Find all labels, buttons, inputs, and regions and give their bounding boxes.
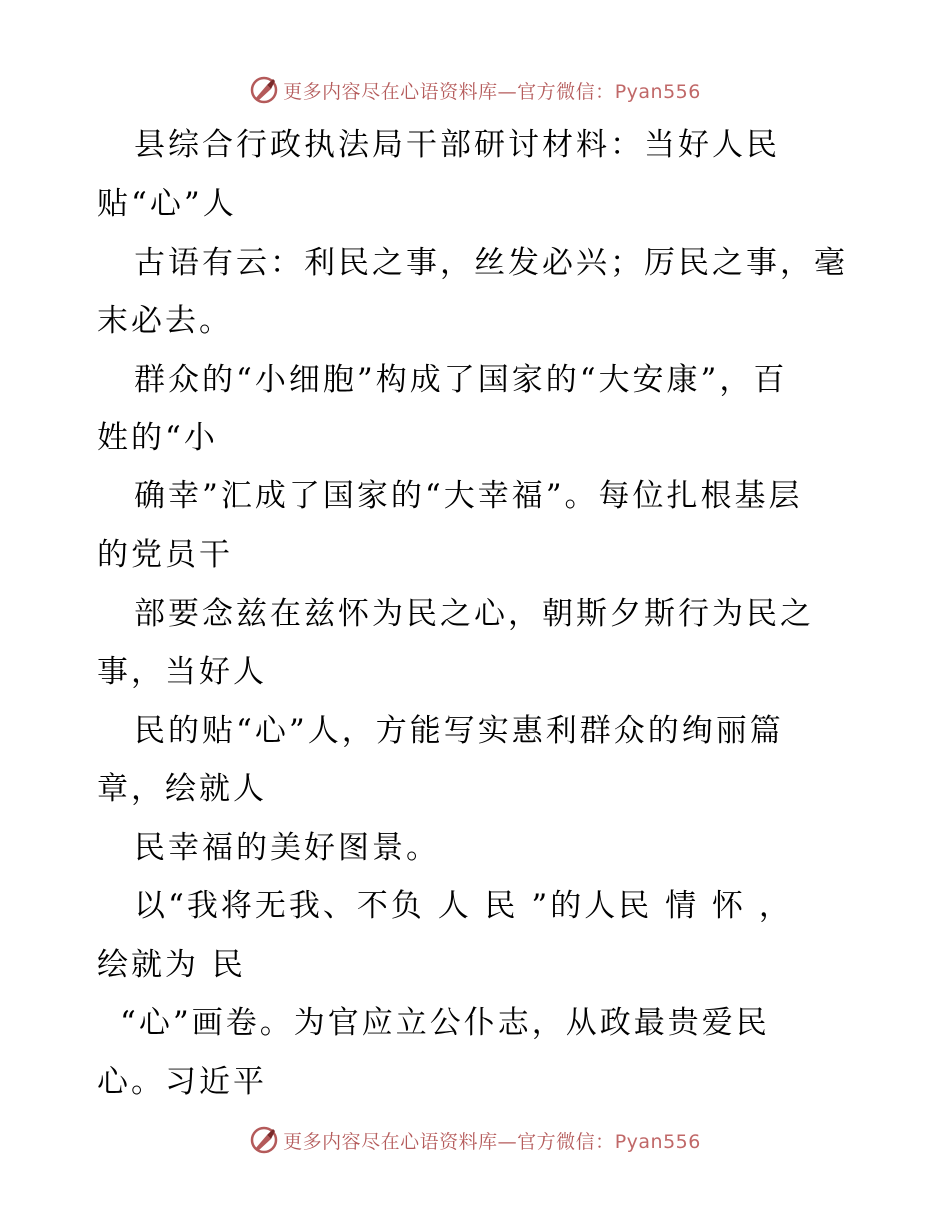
banner-wechat-label: 官方微信： (517, 80, 615, 103)
title-line-1: 县综合行政执法局干部研讨材料：当好人民 (134, 127, 780, 163)
banner-separator: — (497, 80, 518, 103)
paragraph-line: 末必去。 (97, 303, 233, 339)
paragraph-line: 心。习近平 (97, 1064, 267, 1100)
paragraph-line: 部要念兹在兹怀为民之心，朝斯夕斯行为民之 (134, 596, 814, 632)
banner-wechat-id: Pyan556 (614, 80, 701, 103)
banner-text (283, 77, 701, 104)
paragraph-line: 姓的“小 (97, 420, 218, 456)
banner-wechat-id: Pyan556 (614, 1130, 701, 1153)
paragraph-line: 确幸”汇成了国家的“大幸福”。每位扎根基层 (134, 478, 803, 514)
paragraph-line: 古语有云：利民之事，丝发必兴；厉民之事，毫 (134, 245, 848, 281)
paragraph-line: “心”画卷。为官应立公仆志，从政最贵爱民 (120, 1005, 770, 1041)
banner-title: 更多内容尽在心语资料库 (283, 80, 498, 103)
paragraph-line: 事，当好人 (97, 654, 267, 690)
pen-nib-in-circle-icon (249, 75, 279, 105)
title-line-2: 贴“心”人 (97, 186, 237, 222)
banner-text (283, 1127, 701, 1154)
paragraph-line: 的党员干 (97, 537, 233, 573)
pen-nib-in-circle-icon (249, 1125, 279, 1155)
paragraph-line: 群众的“小细胞”构成了国家的“大安康”，百 (134, 362, 788, 398)
paragraph-line: 民的贴“心”人，方能写实惠利群众的绚丽篇 (134, 713, 784, 749)
banner-wechat-label: 官方微信： (517, 1130, 615, 1153)
paragraph-line: 以“我将无我、不负 人 民 ”的人民 情 怀 ， (134, 888, 793, 924)
paragraph-line: 绘就为 民 (97, 947, 246, 983)
banner-title: 更多内容尽在心语资料库 (283, 1130, 498, 1153)
banner-separator: — (497, 1130, 518, 1153)
header-banner (0, 70, 950, 110)
paragraph-line: 章，绘就人 (97, 771, 267, 807)
paragraph-line: 民幸福的美好图景。 (134, 830, 440, 866)
footer-banner (0, 1120, 950, 1160)
